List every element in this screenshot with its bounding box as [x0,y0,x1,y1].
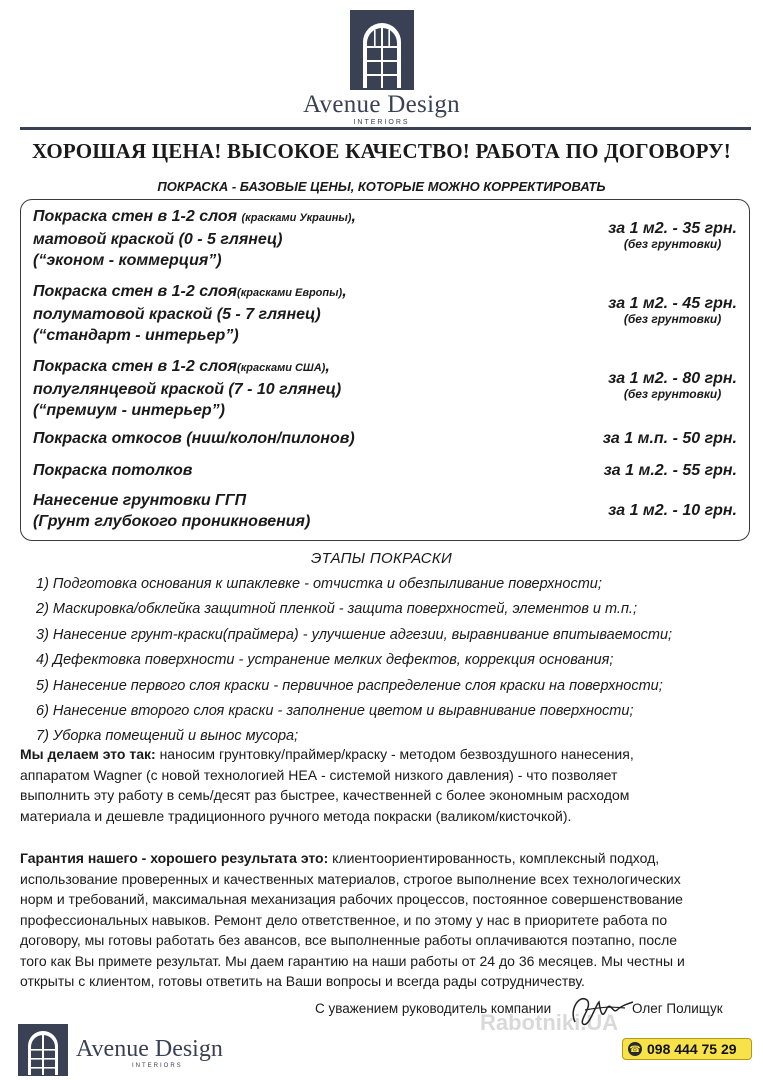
price-line: (“премиум - интерьер”) [33,402,225,419]
stages-title: ЭТАПЫ ПОКРАСКИ [310,550,453,567]
stage-item: 7) Уборка помещений и вынос мусора; [36,728,299,745]
guarantee-line: того как Вы примете результат. Мы даем гарантию на наши работы от 24 до 36 месяцев. Мы честны и [20,952,685,969]
stage-item: 3) Нанесение грунт-краски(праймера) - улучшение адгезии, выравнивание впитываемости; [36,626,673,643]
price-line-note: (красками США) [237,362,326,374]
stage-item: 2) Маскировка/обклейка защитной пленкой - защита поверхностей, элементов и т.п.; [36,601,637,618]
price-line: Покраска стен в 1-2 слоя [33,283,238,300]
price-line-end: , [351,208,356,225]
price-list-title: ПОКРАСКА - БАЗОВЫЕ ЦЕНЫ, КОТОРЫЕ МОЖНО КОРРЕКТИРОВАТЬ [157,179,606,194]
price-description: Покраска откосов (ниш/колон/пилонов) [33,430,355,447]
price-line: Покраска стен в 1-2 слоя [33,208,242,225]
method-line: материала и дешевле традиционного ручного метода покраски (валиком/кисточкой). [20,807,572,824]
price-value [608,370,737,401]
price-note: (без грунтовки) [623,387,722,401]
stage-item: 1) Подготовка основания к шпаклевке - отчистка и обезпыливание поверхности; [36,576,602,592]
price-row [33,428,737,452]
price-description [33,206,356,271]
guarantee-paragraph [20,848,755,992]
price-line-end: , [325,358,330,375]
price-line: Покраска стен в 1-2 слоя [33,358,238,375]
price-description [33,490,310,532]
price-note: (без грунтовки) [623,237,722,251]
price-amount: за 1 м2. - 80 грн. [608,370,737,387]
price-amount: за 1 м.п. - 50 грн. [602,430,737,447]
guarantee-line: договору, мы готовы работать без авансов, все выполненные работы оплачиваются поэтапно, после [20,932,678,948]
headline: ХОРОШАЯ ЦЕНА! ВЫСОКОЕ КАЧЕСТВО! РАБОТА ПО ДОГОВОРУ! [32,139,731,163]
price-row [33,206,737,272]
price-amount: за 1 м2. - 35 грн. [608,220,737,237]
arched-window-logo-icon [350,10,414,90]
guarantee-line: использование проверенных и качественных материалов, строгое выполнение всех технологических [20,870,681,887]
price-note: (без грунтовки) [623,312,722,326]
brand-name: Avenue Design [303,91,460,118]
phone-number[interactable]: 098 444 75 29 [647,1041,737,1057]
method-paragraph [20,744,755,826]
guarantee-line: открыты с клиентом, готовы ответить на Ваши вопросы и всегда рады сотрудничеству. [20,973,585,989]
method-lead: Мы делаем это так: [20,746,156,762]
price-row [33,356,737,422]
guarantee-lead: Гарантия нашего - хорошего результата это: [20,850,329,866]
signoff-name: Олег Полищук [632,1001,723,1016]
guarantee-line: норм и требований, максимальная механизация рабочих процессов, постоянное совершенствование [20,891,683,907]
stage-item: 5) Нанесение первого слоя краски - первичное распределение слоя краски на поверхности; [36,677,663,694]
price-line-note: (красками Европы) [237,287,343,299]
price-description [33,356,341,421]
phone-icon: ☎ [629,1044,641,1054]
phone-badge[interactable] [622,1038,752,1060]
price-line: (“стандарт - интерьер”) [33,327,239,344]
stages-list [36,572,672,750]
brand-name: Avenue Design [76,1036,223,1062]
price-line: Нанесение грунтовки ГГП [33,492,247,509]
brand-subtitle: INTERIORS [132,1063,183,1069]
method-line: аппаратом Wagner (с новой технологией НЕА - системой низкого давления) - что позволяет [20,766,618,783]
price-amount: за 1 м2. - 45 грн. [608,295,737,312]
price-row [33,281,737,347]
brand-subtitle: INTERIORS [353,119,410,126]
price-amount: за 1 м.2. - 55 грн. [603,462,737,479]
stage-item: 6) Нанесение второго слоя краски - заполнение цветом и выравнивание поверхности; [36,703,634,720]
price-row [33,460,737,484]
method-line: выполнить эту работу в семь/десят раз быстрее, качественней с более экономным расходом [20,787,630,803]
price-row [33,490,737,534]
watermark: Rabotniki.UA [480,1010,619,1035]
price-line-note: (красками Украины) [241,212,352,224]
price-line-end: , [342,283,347,300]
stage-item: 4) Дефектовка поверхности - устранение мелких дефектов, коррекция основания; [36,652,614,669]
signature-icon [565,988,637,1032]
price-line: полуглянцевой краской (7 - 10 глянец) [33,381,342,398]
header-divider [20,127,751,130]
top-logo [0,10,763,126]
method-line: наносим грунтовку/праймер/краску - методом безвоздушного нанесения, [155,746,634,762]
price-amount: за 1 м2. - 10 грн. [608,502,737,519]
signoff-text: С уважением руководитель компании [315,1001,552,1016]
guarantee-line: клиентоориентированность, комплексный подход, [328,850,660,866]
price-line: (Грунт глубокого проникновения) [33,513,311,530]
price-value [608,220,737,251]
price-line: матовой краской (0 - 5 глянец) [33,231,283,248]
price-description: Покраска потолков [33,462,193,479]
guarantee-line: профессиональных навыков. Ремонт дело ответственное, и по этому у нас в приоритете работа по [20,911,668,928]
price-value [608,295,737,326]
price-list-box [20,199,750,541]
price-description [33,281,347,346]
price-line: полуматовой краской (5 - 7 глянец) [33,306,321,323]
arched-window-logo-icon [18,1024,68,1076]
price-line: (“эконом - коммерция”) [33,252,222,269]
